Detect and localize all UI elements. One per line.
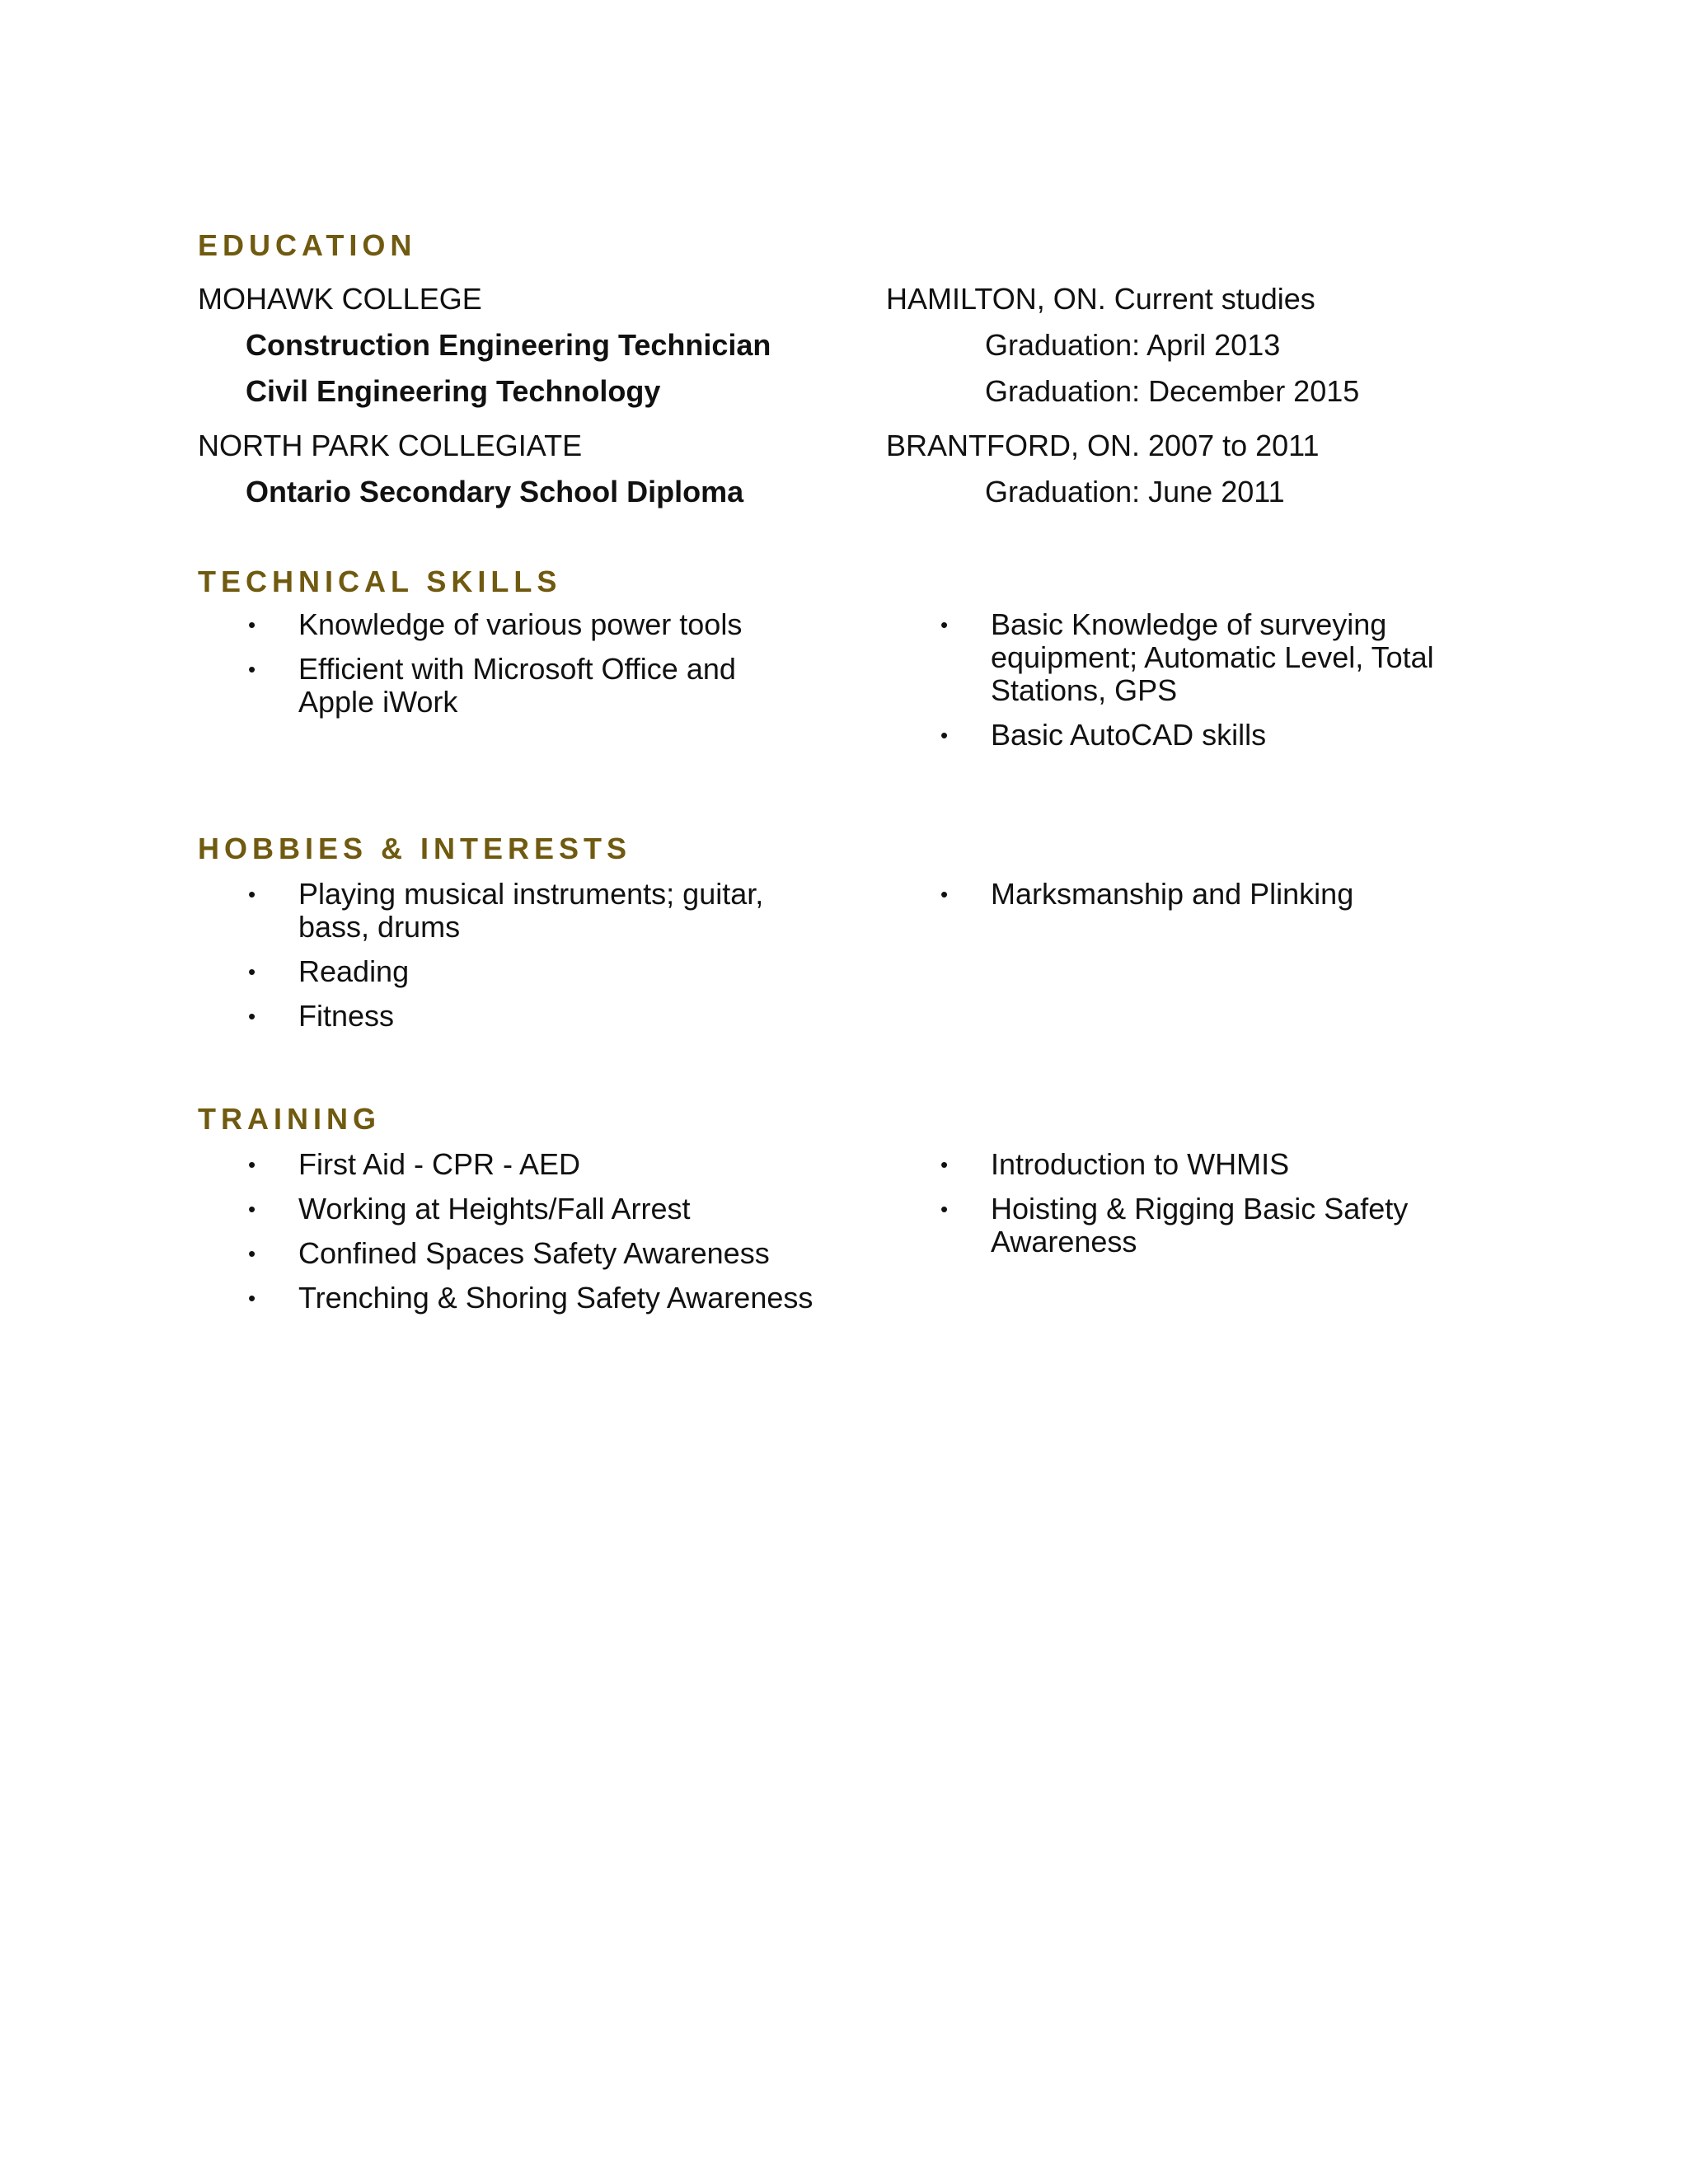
bullet-icon: • bbox=[248, 657, 256, 682]
list-item bbox=[248, 1147, 875, 1181]
technical-skills-heading: TECHNICAL SKILLS bbox=[198, 565, 562, 598]
list-item-text: Knowledge of various power tools bbox=[298, 607, 743, 641]
list-item bbox=[248, 1236, 875, 1270]
hobbies-heading: HOBBIES & INTERESTS bbox=[198, 832, 632, 865]
bullet-icon: • bbox=[940, 1197, 949, 1221]
hobbies-left-list bbox=[248, 877, 809, 1033]
bullet-icon: • bbox=[248, 1241, 256, 1266]
program-graduation: Graduation: April 2013 bbox=[985, 328, 1281, 362]
list-item-text: Basic Knowledge of surveying equipment; Automatic Level, Total Stations, GPS bbox=[991, 607, 1434, 707]
list-item bbox=[940, 1192, 1502, 1258]
bullet-icon: • bbox=[940, 1152, 949, 1177]
list-item-text: Confined Spaces Safety Awareness bbox=[298, 1236, 770, 1270]
list-item bbox=[248, 999, 809, 1033]
bullet-icon: • bbox=[248, 612, 256, 637]
program-name: Civil Engineering Technology bbox=[246, 374, 661, 408]
list-item bbox=[940, 877, 1502, 911]
list-item bbox=[248, 607, 809, 641]
bullet-icon: • bbox=[248, 959, 256, 984]
list-item bbox=[248, 652, 809, 719]
technical-skills-left-list bbox=[248, 607, 809, 719]
bullet-icon: • bbox=[248, 882, 256, 907]
training-heading: TRAINING bbox=[198, 1102, 381, 1136]
list-item-text: Hoisting & Rigging Basic Safety Awareness bbox=[991, 1192, 1409, 1258]
school-location: HAMILTON, ON. Current studies bbox=[886, 282, 1315, 316]
list-item bbox=[248, 954, 809, 988]
bullet-icon: • bbox=[248, 1286, 256, 1310]
training-right-list bbox=[940, 1147, 1502, 1258]
bullet-icon: • bbox=[248, 1152, 256, 1177]
training-left-list bbox=[248, 1147, 875, 1315]
list-item bbox=[248, 1281, 875, 1315]
list-item bbox=[940, 607, 1502, 707]
list-item-text: Marksmanship and Plinking bbox=[991, 877, 1354, 911]
list-item-text: Reading bbox=[298, 954, 410, 988]
hobbies-right-list bbox=[940, 877, 1502, 911]
bullet-icon: • bbox=[940, 612, 949, 637]
education-heading: EDUCATION bbox=[198, 228, 417, 262]
bullet-icon: • bbox=[248, 1197, 256, 1221]
technical-skills-right-list bbox=[940, 607, 1502, 752]
list-item bbox=[940, 718, 1502, 752]
bullet-icon: • bbox=[248, 1004, 256, 1029]
school-name: NORTH PARK COLLEGIATE bbox=[198, 429, 583, 462]
bullet-icon: • bbox=[940, 882, 949, 907]
school-location: BRANTFORD, ON. 2007 to 2011 bbox=[886, 429, 1320, 462]
school-name: MOHAWK COLLEGE bbox=[198, 282, 482, 316]
program-name: Ontario Secondary School Diploma bbox=[246, 475, 744, 509]
list-item-text: Fitness bbox=[298, 999, 395, 1033]
list-item-text: Playing musical instruments; guitar, bass, drums bbox=[298, 877, 764, 944]
list-item-text: Trenching & Shoring Safety Awareness bbox=[298, 1281, 814, 1315]
program-name: Construction Engineering Technician bbox=[246, 328, 771, 362]
program-graduation: Graduation: December 2015 bbox=[985, 374, 1360, 408]
list-item-text: First Aid - CPR - AED bbox=[298, 1147, 581, 1181]
list-item bbox=[248, 1192, 875, 1226]
list-item-text: Efficient with Microsoft Office and Apple iWork bbox=[298, 652, 736, 719]
program-graduation: Graduation: June 2011 bbox=[985, 475, 1285, 509]
list-item bbox=[940, 1147, 1502, 1181]
list-item-text: Introduction to WHMIS bbox=[991, 1147, 1290, 1181]
list-item-text: Basic AutoCAD skills bbox=[991, 718, 1267, 752]
bullet-icon: • bbox=[940, 723, 949, 748]
list-item-text: Working at Heights/Fall Arrest bbox=[298, 1192, 691, 1226]
list-item bbox=[248, 877, 809, 944]
